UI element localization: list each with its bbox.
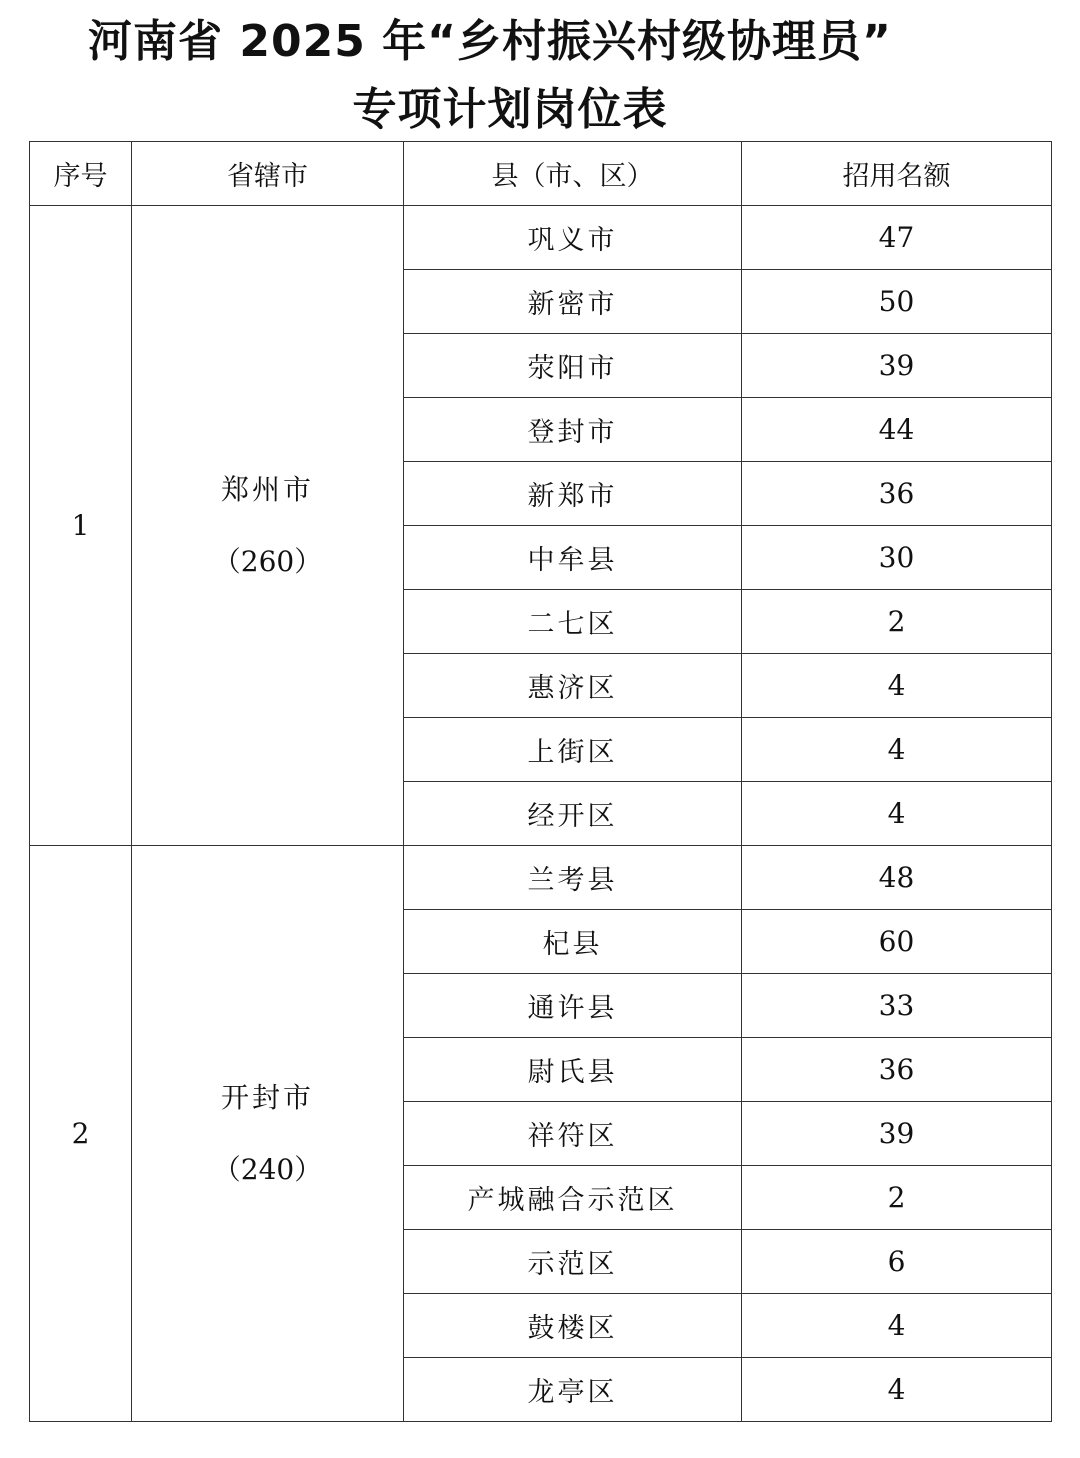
county-cell: 鼓楼区 — [404, 1294, 742, 1358]
quota-cell: 2 — [742, 1166, 1052, 1230]
county-cell: 新密市 — [404, 270, 742, 334]
quota-cell: 36 — [742, 462, 1052, 526]
county-cell: 新郑市 — [404, 462, 742, 526]
quota-cell: 30 — [742, 526, 1052, 590]
county-cell: 上街区 — [404, 718, 742, 782]
city-name: 郑州市 — [220, 472, 314, 506]
county-cell: 巩义市 — [404, 206, 742, 270]
header-quota: 招用名额 — [742, 142, 1052, 206]
table-row — [30, 206, 1052, 270]
quota-cell: 4 — [742, 782, 1052, 846]
county-cell: 中牟县 — [404, 526, 742, 590]
header-seq: 序号 — [30, 142, 132, 206]
county-cell: 龙亭区 — [404, 1358, 742, 1422]
county-cell: 荥阳市 — [404, 334, 742, 398]
quota-cell: 4 — [742, 1358, 1052, 1422]
county-cell: 经开区 — [404, 782, 742, 846]
table-header-row — [30, 142, 1052, 206]
page-title: 河南省 2025 年“乡村振兴村级协理员” — [88, 16, 892, 67]
table-body — [30, 206, 1052, 1422]
quota-cell: 60 — [742, 910, 1052, 974]
quota-cell: 47 — [742, 206, 1052, 270]
county-cell: 祥符区 — [404, 1102, 742, 1166]
page-subtitle: 专项计划岗位表 — [352, 84, 668, 135]
header-city: 省辖市 — [132, 142, 404, 206]
quota-cell: 4 — [742, 1294, 1052, 1358]
group-city-cell — [132, 846, 404, 1422]
county-cell: 二七区 — [404, 590, 742, 654]
city-total: （240） — [212, 1152, 323, 1186]
county-cell: 尉氏县 — [404, 1038, 742, 1102]
quota-cell: 4 — [742, 718, 1052, 782]
quota-cell: 50 — [742, 270, 1052, 334]
county-cell: 兰考县 — [404, 846, 742, 910]
group-city-cell — [132, 206, 404, 846]
position-table — [29, 141, 1052, 1422]
county-cell: 惠济区 — [404, 654, 742, 718]
county-cell: 杞县 — [404, 910, 742, 974]
quota-cell: 33 — [742, 974, 1052, 1038]
quota-cell: 36 — [742, 1038, 1052, 1102]
group-seq-cell: 2 — [30, 846, 132, 1422]
quota-cell: 4 — [742, 654, 1052, 718]
city-total: （260） — [212, 544, 323, 578]
county-cell: 示范区 — [404, 1230, 742, 1294]
county-cell: 产城融合示范区 — [404, 1166, 742, 1230]
quota-cell: 2 — [742, 590, 1052, 654]
quota-cell: 6 — [742, 1230, 1052, 1294]
county-cell: 登封市 — [404, 398, 742, 462]
quota-cell: 39 — [742, 334, 1052, 398]
header-county: 县（市、区） — [404, 142, 742, 206]
county-cell: 通许县 — [404, 974, 742, 1038]
table-row — [30, 846, 1052, 910]
group-seq-cell: 1 — [30, 206, 132, 846]
quota-cell: 39 — [742, 1102, 1052, 1166]
quota-cell: 44 — [742, 398, 1052, 462]
city-name: 开封市 — [220, 1080, 314, 1114]
quota-cell: 48 — [742, 846, 1052, 910]
